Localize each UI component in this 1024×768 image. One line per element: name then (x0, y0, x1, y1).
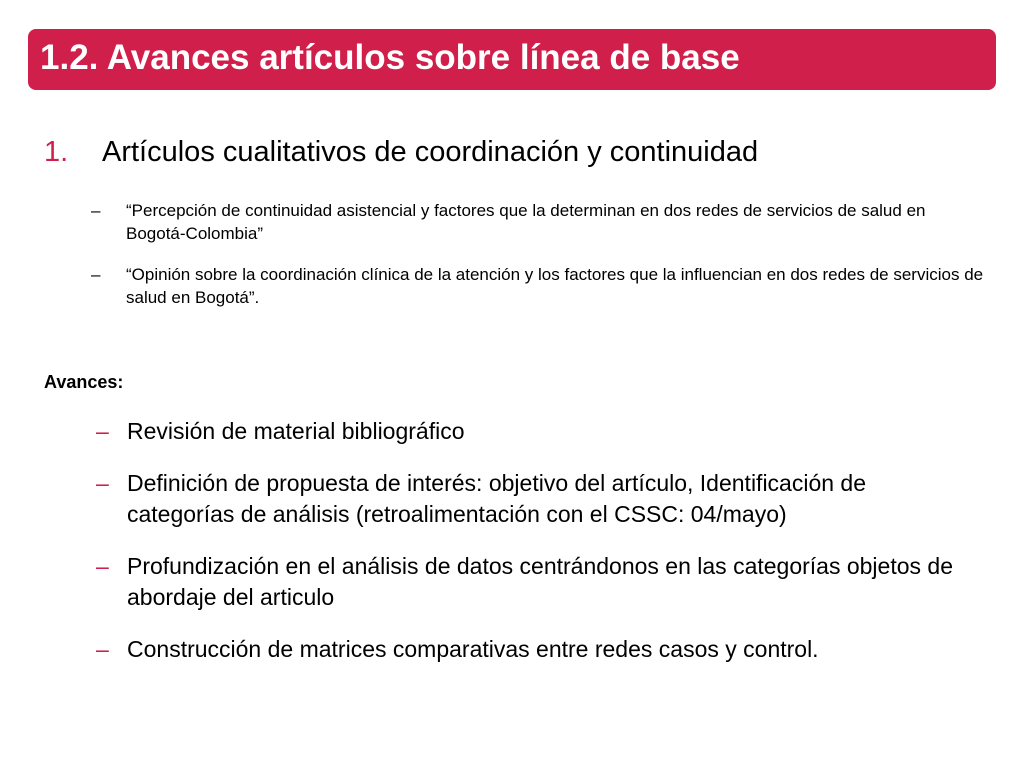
item-heading: Artículos cualitativos de coordinación y continuidad (102, 136, 759, 168)
avances-heading: Avances: (44, 372, 124, 392)
dash-bullet: – (91, 201, 101, 220)
dash-bullet: – (91, 265, 101, 284)
numbered-item (44, 136, 759, 169)
item-number: 1. (44, 136, 69, 168)
sub-item-text: “Percepción de continuidad asistencial y factores que la determinan en dos redes de servicios de salud en Bogotá-Colombia” (126, 201, 926, 243)
avance-item-text: Definición de propuesta de interés: objetivo del artículo, Identificación de categorías de análisis (retroalimentación con el CSSC: 04/mayo) (127, 470, 867, 527)
title-bar (28, 29, 996, 90)
avance-item-text: Profundización en el análisis de datos centrándonos en las categorías objetos de abordaje del articulo (127, 553, 953, 610)
avance-item-text: Revisión de material bibliográfico (127, 418, 465, 444)
sub-item-text: “Opinión sobre la coordinación clínica de la atención y los factores que la influencian en dos redes de servicios de salud en Bogotá”. (126, 265, 984, 307)
dash-bullet: – (96, 553, 109, 579)
dash-bullet: – (96, 636, 109, 662)
avance-item-text: Construcción de matrices comparativas entre redes casos y control. (127, 636, 819, 662)
slide-title: 1.2. Avances artículos sobre línea de base (40, 38, 740, 77)
dash-bullet: – (96, 470, 109, 496)
dash-bullet: – (96, 418, 109, 444)
